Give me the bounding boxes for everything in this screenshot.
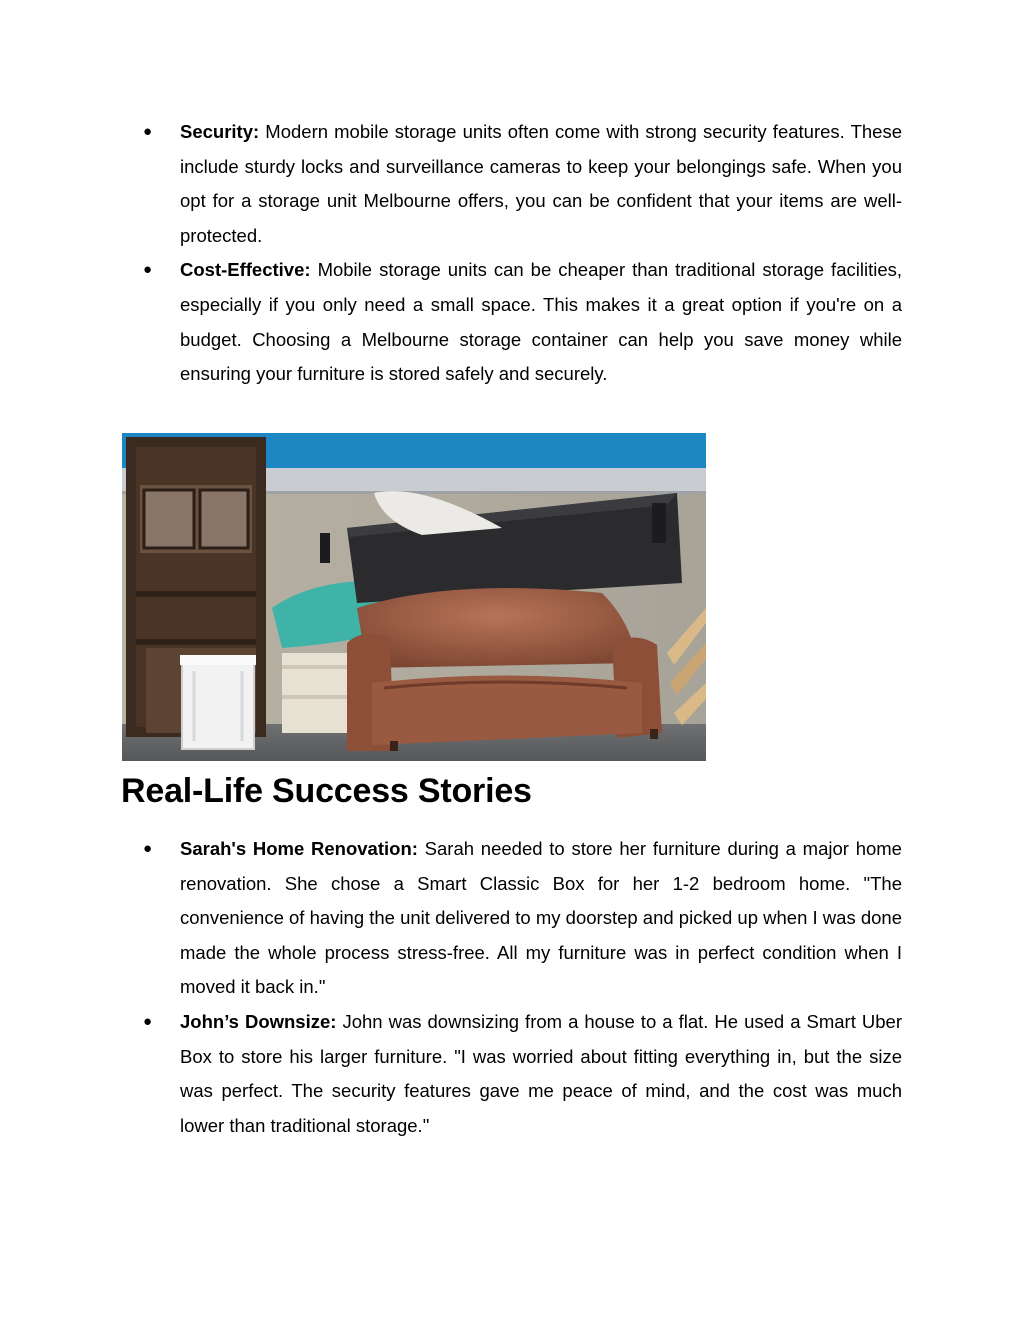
item-label: Security: xyxy=(180,121,260,142)
bullet-icon: ● xyxy=(143,123,153,140)
furniture-photo xyxy=(122,433,706,761)
bullet-icon: ● xyxy=(143,1012,153,1030)
item-text: Mobile storage units can be cheaper than traditional storage facilities, especially if you only need a small space. This makes it a great option if you're on a budget. Choosing a Melbourne storage container can help you save money while ensuring your furniture is stored safely and securely. xyxy=(180,259,902,385)
item-text: Sarah needed to store her furniture during a major home renovation. She chose a Smart Classic Box for her 1-2 bedroom home. "The convenience of having the unit delivered to my doorstep and picked up when I was done made the whole process stress-free. All my furniture was in perfect condition when I moved it back in." xyxy=(180,838,902,998)
item-text: John was downsizing from a house to a flat. He used a Smart Uber Box to store his larger furniture. "I was worried about fitting everything in, but the size was perfect. The security features gave me peace of mind, and the cost was much lower than traditional storage." xyxy=(180,1010,902,1136)
item-label: Cost-Effective: xyxy=(180,259,311,281)
list-item-security xyxy=(122,115,902,253)
white-cabinet xyxy=(180,655,256,749)
item-label: Sarah's Home Renovation: xyxy=(180,838,418,859)
section-heading: Real-Life Success Stories xyxy=(121,772,532,810)
bullet-list-stories xyxy=(122,832,902,1143)
bullet-icon: ● xyxy=(143,840,153,857)
bullet-icon: ● xyxy=(143,261,153,279)
list-item-cost-effective xyxy=(122,253,902,391)
list-item-sarah xyxy=(122,832,902,1005)
list-item-john xyxy=(122,1005,902,1143)
item-text: Modern mobile storage units often come with strong security features. These include sturdy locks and surveillance cameras to keep your belongings safe. When you opt for a storage unit Melbourne offers, you can be confident that your items are well-protected. xyxy=(180,121,902,246)
item-label: John’s Downsize: xyxy=(180,1010,337,1032)
bullet-list-features xyxy=(122,115,902,392)
